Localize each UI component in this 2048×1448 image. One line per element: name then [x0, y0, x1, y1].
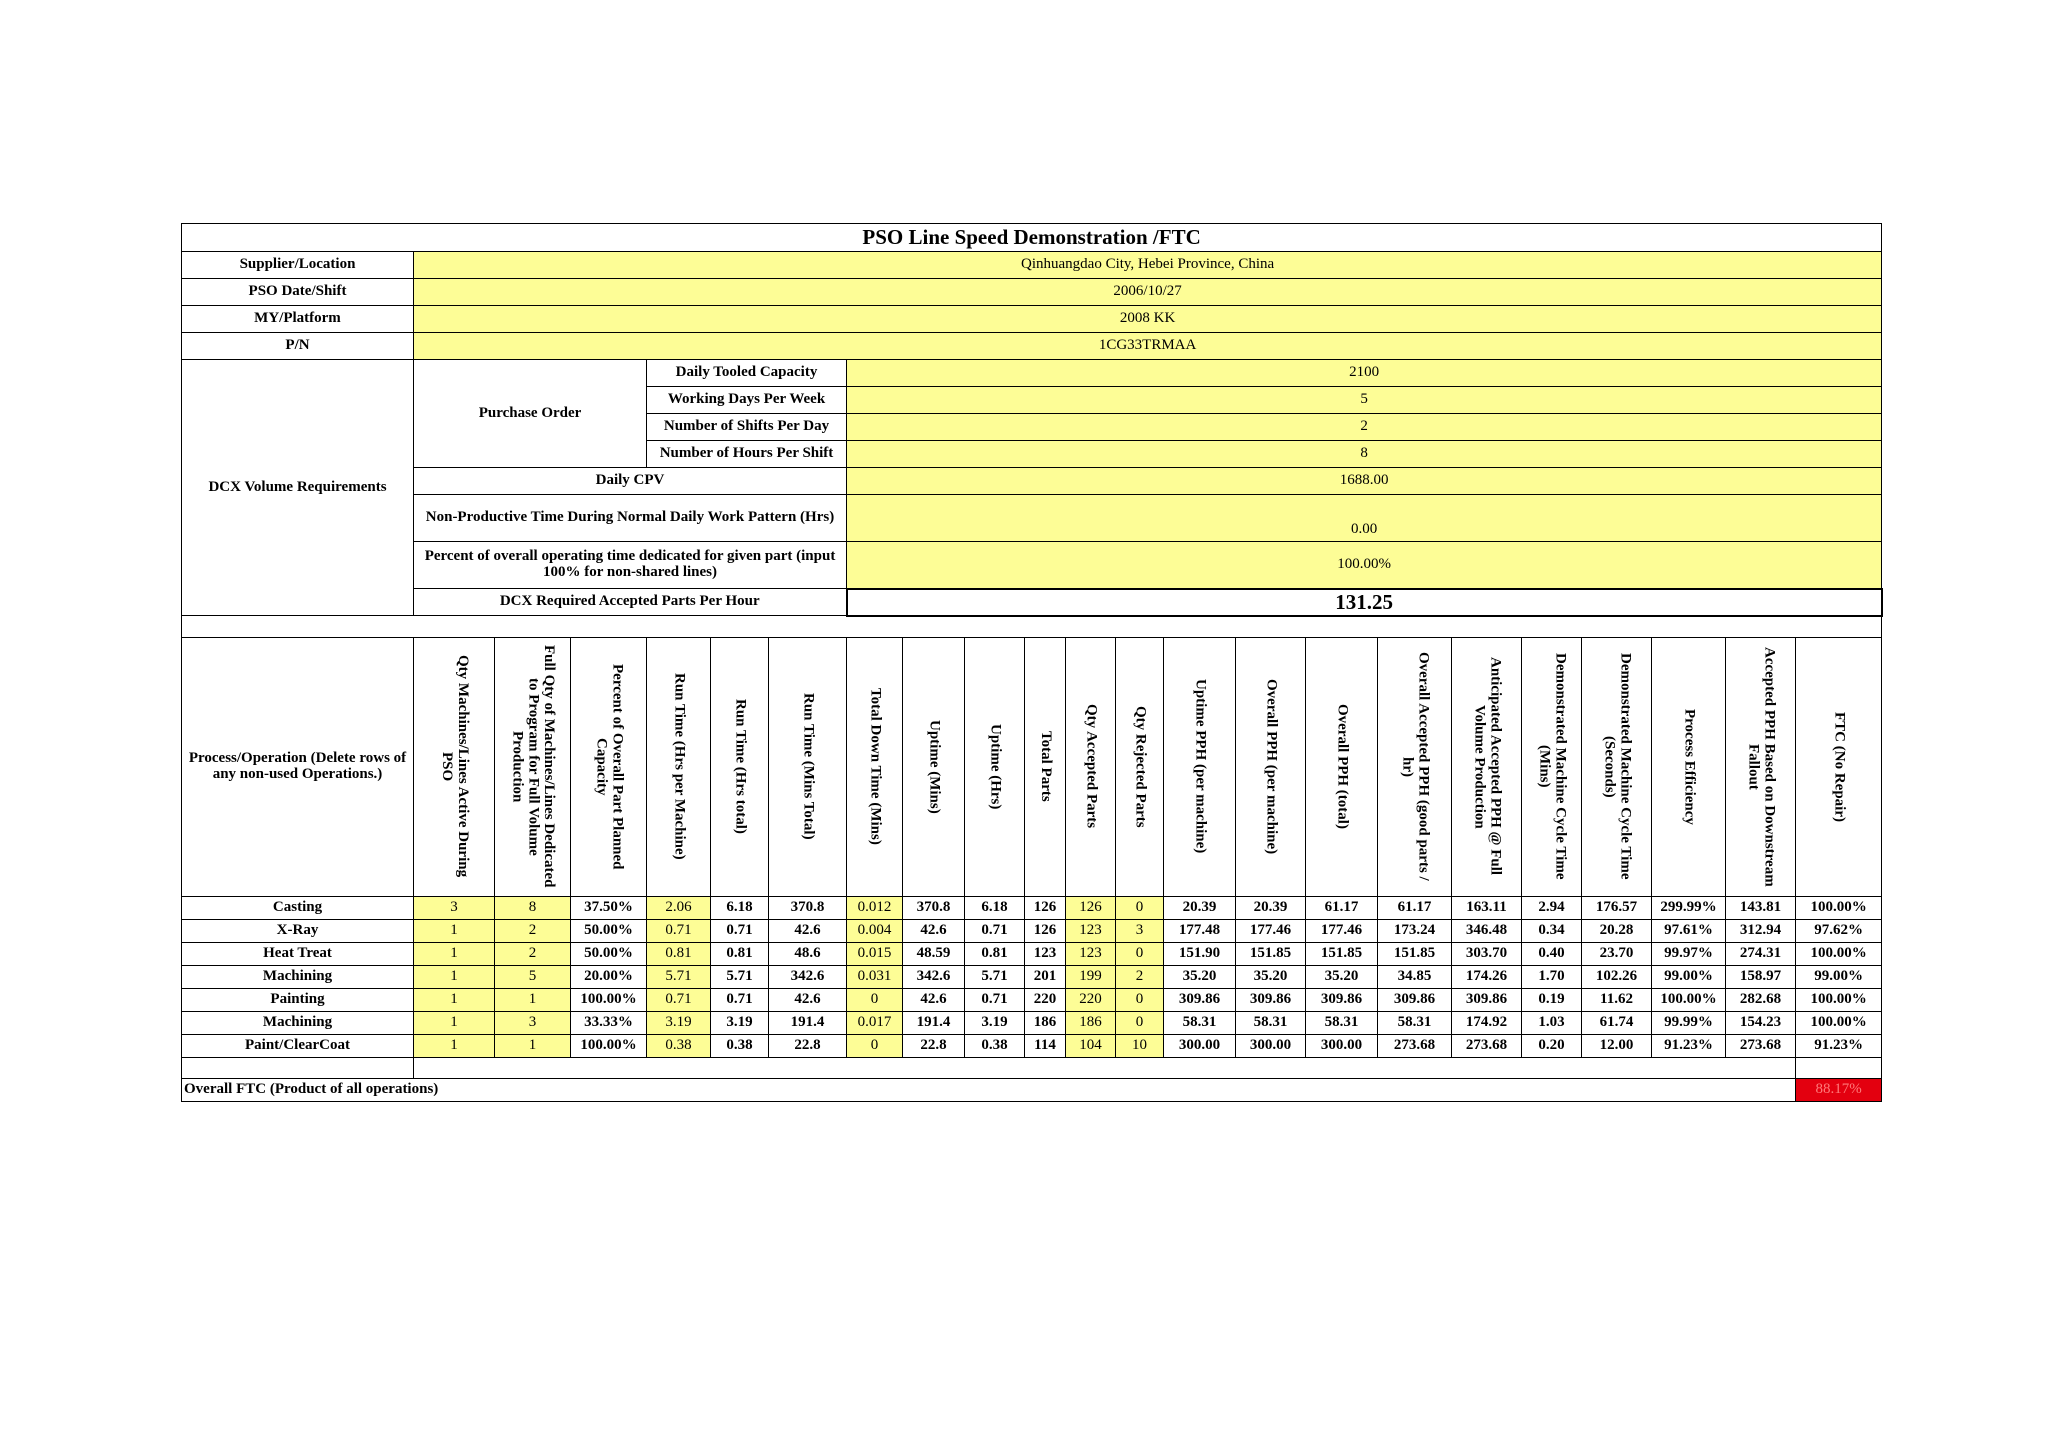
table-cell[interactable]: 3	[414, 896, 495, 919]
table-cell: 20.39	[1236, 896, 1306, 919]
table-cell: 91.23%	[1652, 1034, 1726, 1057]
column-header-label: Total Parts	[1037, 731, 1054, 802]
table-cell: 23.70	[1582, 942, 1652, 965]
table-cell: 34.85	[1378, 965, 1452, 988]
column-header-label: Percent of Overall Part Planned Capacity	[593, 663, 626, 870]
table-cell[interactable]: 0.81	[647, 942, 711, 965]
daily-tooled-capacity-label: Daily Tooled Capacity	[647, 360, 847, 387]
column-header-label: Uptime PPH (per machine)	[1192, 679, 1209, 854]
column-header	[769, 637, 847, 896]
table-cell: 370.8	[769, 896, 847, 919]
platform-value[interactable]: 2008 KK	[414, 306, 1882, 333]
table-cell: 48.59	[903, 942, 965, 965]
column-header-label: Anticipated Accepted PPH @ Full Volume Production	[1471, 657, 1504, 876]
table-cell[interactable]: 1	[414, 1011, 495, 1034]
table-cell[interactable]: 0	[847, 988, 903, 1011]
table-cell[interactable]: 0	[1116, 942, 1164, 965]
table-cell: 42.6	[769, 988, 847, 1011]
process-name: Machining	[182, 1011, 414, 1034]
non-productive-time-value[interactable]: 0.00	[847, 495, 1882, 542]
column-header	[1522, 637, 1582, 896]
table-cell: 151.90	[1164, 942, 1236, 965]
column-header-label: Run Time (Hrs per Machine)	[671, 673, 688, 860]
table-cell[interactable]: 0	[1116, 1011, 1164, 1034]
table-cell: 0.40	[1522, 942, 1582, 965]
table-cell: 42.6	[903, 988, 965, 1011]
table-cell[interactable]: 1	[414, 1034, 495, 1057]
table-cell: 58.31	[1306, 1011, 1378, 1034]
table-cell: 303.70	[1452, 942, 1522, 965]
column-header	[414, 637, 495, 896]
table-cell: 126	[1025, 919, 1066, 942]
table-cell: 35.20	[1306, 965, 1378, 988]
pso-date-label: PSO Date/Shift	[182, 279, 414, 306]
table-cell[interactable]: 3.19	[647, 1011, 711, 1034]
table-cell: 163.11	[1452, 896, 1522, 919]
column-header	[495, 637, 571, 896]
table-cell: 0.71	[711, 919, 769, 942]
column-header-label: Run Time (Hrs total)	[732, 699, 749, 834]
hours-per-shift-label: Number of Hours Per Shift	[647, 441, 847, 468]
table-cell: 201	[1025, 965, 1066, 988]
table-cell: 42.6	[769, 919, 847, 942]
column-header	[1726, 637, 1796, 896]
table-cell: 97.62%	[1796, 919, 1882, 942]
table-cell: 20.39	[1164, 896, 1236, 919]
table-cell: 177.48	[1164, 919, 1236, 942]
process-name: Heat Treat	[182, 942, 414, 965]
table-cell: 0.81	[711, 942, 769, 965]
table-cell: 0.19	[1522, 988, 1582, 1011]
sheet-title: PSO Line Speed Demonstration /FTC	[182, 224, 1882, 252]
table-cell: 11.62	[1582, 988, 1652, 1011]
process-name: Casting	[182, 896, 414, 919]
table-cell[interactable]: 2	[495, 942, 571, 965]
table-cell: 151.85	[1236, 942, 1306, 965]
column-header	[1452, 637, 1522, 896]
column-header-label: Uptime (Hrs)	[987, 723, 1004, 810]
table-cell: 100.00%	[1796, 1011, 1882, 1034]
table-row	[182, 1011, 1882, 1034]
table-cell: 191.4	[903, 1011, 965, 1034]
column-header-label: Full Qty of Machines/Lines Dedicated to Program for Full Volume Production	[509, 645, 558, 888]
purchase-order-label: Purchase Order	[414, 360, 647, 468]
table-cell[interactable]: 10	[1116, 1034, 1164, 1057]
table-cell: 5.71	[711, 965, 769, 988]
table-cell[interactable]: 5.71	[647, 965, 711, 988]
column-header-label: Total Down Time (Mins)	[867, 688, 884, 845]
table-cell: 50.00%	[571, 942, 647, 965]
table-cell: 42.6	[903, 919, 965, 942]
table-cell: 174.92	[1452, 1011, 1522, 1034]
table-cell[interactable]: 1	[414, 965, 495, 988]
table-cell[interactable]: 3	[495, 1011, 571, 1034]
table-cell[interactable]: 0.031	[847, 965, 903, 988]
process-operation-header: Process/Operation (Delete rows of any non-used Operations.)	[182, 637, 414, 896]
table-cell: 0.20	[1522, 1034, 1582, 1057]
percent-operating-time-label: Percent of overall operating time dedicated for given part (input 100% for non-shared lines)	[414, 542, 847, 589]
table-cell: 299.99%	[1652, 896, 1726, 919]
table-cell: 100.00%	[571, 988, 647, 1011]
table-cell[interactable]: 0.004	[847, 919, 903, 942]
table-cell: 61.74	[1582, 1011, 1652, 1034]
table-cell: 6.18	[965, 896, 1025, 919]
table-cell[interactable]: 5	[495, 965, 571, 988]
table-cell[interactable]: 1	[414, 942, 495, 965]
column-header-label: Accepted PPH Based on Downstream Fallout	[1745, 646, 1778, 887]
table-cell: 58.31	[1378, 1011, 1452, 1034]
table-cell: 12.00	[1582, 1034, 1652, 1057]
process-name: Paint/ClearCoat	[182, 1034, 414, 1057]
table-cell[interactable]: 104	[1066, 1034, 1116, 1057]
column-header	[847, 637, 903, 896]
table-cell[interactable]: 199	[1066, 965, 1116, 988]
table-cell[interactable]: 2.06	[647, 896, 711, 919]
column-header	[1306, 637, 1378, 896]
table-cell[interactable]: 8	[495, 896, 571, 919]
table-cell: 0.34	[1522, 919, 1582, 942]
daily-tooled-capacity-value[interactable]: 2100	[847, 360, 1882, 387]
table-cell[interactable]: 0	[1116, 988, 1164, 1011]
supplier-location-value[interactable]: Qinhuangdao City, Hebei Province, China	[414, 252, 1882, 279]
column-header	[1652, 637, 1726, 896]
part-number-label: P/N	[182, 333, 414, 360]
table-cell: 191.4	[769, 1011, 847, 1034]
table-cell: 100.00%	[1796, 896, 1882, 919]
table-cell[interactable]: 0	[1116, 896, 1164, 919]
column-header-label: Qty Rejected Parts	[1132, 705, 1149, 828]
table-cell[interactable]: 0.015	[847, 942, 903, 965]
table-cell[interactable]: 3	[1116, 919, 1164, 942]
table-cell: 220	[1025, 988, 1066, 1011]
table-cell[interactable]: 186	[1066, 1011, 1116, 1034]
table-cell[interactable]: 1	[495, 1034, 571, 1057]
table-cell: 173.24	[1378, 919, 1452, 942]
column-header-label: Demonstrated Machine Cycle Time (Mins)	[1536, 653, 1569, 880]
table-cell: 342.6	[903, 965, 965, 988]
column-header-label: Overall PPH (per machine)	[1263, 678, 1280, 855]
non-productive-time-label: Non-Productive Time During Normal Daily Work Pattern (Hrs)	[414, 495, 847, 542]
overall-ftc-value: 88.17%	[1796, 1078, 1882, 1101]
table-cell: 176.57	[1582, 896, 1652, 919]
column-header	[1378, 637, 1452, 896]
column-header	[711, 637, 769, 896]
column-header	[647, 637, 711, 896]
column-header-label: Qty Accepted Parts	[1083, 704, 1100, 829]
table-cell[interactable]: 1	[495, 988, 571, 1011]
volume-requirements-label: DCX Volume Requirements	[182, 360, 414, 616]
table-cell[interactable]: 0.017	[847, 1011, 903, 1034]
process-name: Painting	[182, 988, 414, 1011]
table-cell: 114	[1025, 1034, 1066, 1057]
process-name: Machining	[182, 965, 414, 988]
daily-cpv-value[interactable]: 1688.00	[847, 468, 1882, 495]
table-cell: 33.33%	[571, 1011, 647, 1034]
table-cell: 0.71	[711, 988, 769, 1011]
table-cell: 273.68	[1378, 1034, 1452, 1057]
table-cell: 126	[1025, 896, 1066, 919]
pso-worksheet	[181, 223, 1883, 1102]
hours-per-shift-value[interactable]: 8	[847, 441, 1882, 468]
table-cell: 20.00%	[571, 965, 647, 988]
table-cell: 99.99%	[1652, 1011, 1726, 1034]
table-cell: 151.85	[1378, 942, 1452, 965]
column-header	[965, 637, 1025, 896]
table-cell: 177.46	[1236, 919, 1306, 942]
column-header	[1066, 637, 1116, 896]
table-cell[interactable]: 0	[847, 1034, 903, 1057]
table-cell: 37.50%	[571, 896, 647, 919]
required-parts-per-hour-value: 131.25	[847, 589, 1882, 616]
table-cell: 100.00%	[571, 1034, 647, 1057]
column-header-label: Uptime (Mins)	[926, 719, 943, 814]
table-cell[interactable]: 123	[1066, 942, 1116, 965]
table-cell: 186	[1025, 1011, 1066, 1034]
table-row	[182, 896, 1882, 919]
table-cell: 20.28	[1582, 919, 1652, 942]
process-name: X-Ray	[182, 919, 414, 942]
table-cell: 151.85	[1306, 942, 1378, 965]
table-cell: 143.81	[1726, 896, 1796, 919]
table-cell[interactable]: 2	[1116, 965, 1164, 988]
table-cell: 273.68	[1452, 1034, 1522, 1057]
table-cell: 102.26	[1582, 965, 1652, 988]
table-cell: 2.94	[1522, 896, 1582, 919]
column-header	[1164, 637, 1236, 896]
table-cell: 309.86	[1378, 988, 1452, 1011]
spacer-row	[182, 616, 1882, 638]
table-cell: 0.81	[965, 942, 1025, 965]
working-days-label: Working Days Per Week	[647, 387, 847, 414]
overall-ftc-label: Overall FTC (Product of all operations)	[182, 1078, 1796, 1101]
table-cell: 35.20	[1164, 965, 1236, 988]
table-cell: 58.31	[1236, 1011, 1306, 1034]
table-cell: 99.97%	[1652, 942, 1726, 965]
column-header-label: Process Efficiency	[1681, 708, 1698, 825]
table-cell: 309.86	[1164, 988, 1236, 1011]
table-cell: 309.86	[1452, 988, 1522, 1011]
shifts-per-day-value[interactable]: 2	[847, 414, 1882, 441]
table-cell[interactable]: 1	[414, 988, 495, 1011]
column-header-label: Overall Accepted PPH (good parts / hr)	[1399, 652, 1432, 881]
table-cell: 3.19	[711, 1011, 769, 1034]
table-cell: 0.38	[965, 1034, 1025, 1057]
column-header-label: Demonstrated Machine Cycle Time (Seconds)	[1601, 653, 1634, 880]
column-header-label: FTC (No Repair)	[1831, 711, 1848, 822]
table-cell: 50.00%	[571, 919, 647, 942]
shifts-per-day-label: Number of Shifts Per Day	[647, 414, 847, 441]
table-cell: 342.6	[769, 965, 847, 988]
table-cell: 0.71	[965, 919, 1025, 942]
table-cell: 123	[1025, 942, 1066, 965]
table-cell: 3.19	[965, 1011, 1025, 1034]
table-cell: 61.17	[1306, 896, 1378, 919]
working-days-value[interactable]: 5	[847, 387, 1882, 414]
percent-operating-time-value[interactable]: 100.00%	[847, 542, 1882, 589]
column-header-label: Overall PPH (total)	[1334, 704, 1351, 829]
table-cell: 1.03	[1522, 1011, 1582, 1034]
table-cell: 100.00%	[1796, 942, 1882, 965]
table-cell: 300.00	[1236, 1034, 1306, 1057]
column-header-label: Qty Machines/Lines Active During PSO	[439, 655, 471, 878]
required-parts-per-hour-label: DCX Required Accepted Parts Per Hour	[414, 589, 847, 616]
table-cell: 273.68	[1726, 1034, 1796, 1057]
table-cell: 300.00	[1164, 1034, 1236, 1057]
table-cell: 58.31	[1164, 1011, 1236, 1034]
table-row	[182, 1034, 1882, 1057]
table-cell[interactable]: 0.71	[647, 988, 711, 1011]
table-cell[interactable]: 2	[495, 919, 571, 942]
table-row	[182, 919, 1882, 942]
column-header	[1582, 637, 1652, 896]
table-cell: 309.86	[1236, 988, 1306, 1011]
table-cell: 5.71	[965, 965, 1025, 988]
table-cell: 99.00%	[1796, 965, 1882, 988]
column-header-label: Run Time (Mins Total)	[800, 693, 817, 840]
part-number-value[interactable]: 1CG33TRMAA	[414, 333, 1882, 360]
table-cell: 91.23%	[1796, 1034, 1882, 1057]
table-cell: 174.26	[1452, 965, 1522, 988]
table-cell[interactable]: 220	[1066, 988, 1116, 1011]
table-cell: 100.00%	[1796, 988, 1882, 1011]
column-header	[1796, 637, 1882, 896]
table-row	[182, 942, 1882, 965]
table-cell: 346.48	[1452, 919, 1522, 942]
table-cell: 274.31	[1726, 942, 1796, 965]
spacer-cell	[1796, 1057, 1882, 1078]
table-cell: 154.23	[1726, 1011, 1796, 1034]
table-cell: 309.86	[1306, 988, 1378, 1011]
table-cell: 0.38	[711, 1034, 769, 1057]
table-cell: 158.97	[1726, 965, 1796, 988]
table-cell: 35.20	[1236, 965, 1306, 988]
table-cell: 100.00%	[1652, 988, 1726, 1011]
table-cell: 177.46	[1306, 919, 1378, 942]
table-cell: 99.00%	[1652, 965, 1726, 988]
table-cell: 61.17	[1378, 896, 1452, 919]
column-header	[571, 637, 647, 896]
table-cell[interactable]: 0.38	[647, 1034, 711, 1057]
table-cell: 370.8	[903, 896, 965, 919]
table-cell: 312.94	[1726, 919, 1796, 942]
table-cell: 300.00	[1306, 1034, 1378, 1057]
table-cell: 22.8	[903, 1034, 965, 1057]
table-row	[182, 988, 1882, 1011]
table-cell[interactable]: 0.012	[847, 896, 903, 919]
column-header	[1116, 637, 1164, 896]
table-cell: 282.68	[1726, 988, 1796, 1011]
table-cell: 48.6	[769, 942, 847, 965]
table-cell: 6.18	[711, 896, 769, 919]
spacer-cell	[182, 1057, 414, 1078]
supplier-location-label: Supplier/Location	[182, 252, 414, 279]
table-cell: 1.70	[1522, 965, 1582, 988]
table-cell: 0.71	[965, 988, 1025, 1011]
column-header	[1025, 637, 1066, 896]
table-cell: 22.8	[769, 1034, 847, 1057]
table-row	[182, 965, 1882, 988]
daily-cpv-label: Daily CPV	[414, 468, 847, 495]
pso-date-value[interactable]: 2006/10/27	[414, 279, 1882, 306]
table-cell[interactable]: 0.71	[647, 919, 711, 942]
column-header	[903, 637, 965, 896]
table-cell[interactable]: 1	[414, 919, 495, 942]
table-cell: 97.61%	[1652, 919, 1726, 942]
table-cell[interactable]: 126	[1066, 896, 1116, 919]
platform-label: MY/Platform	[182, 306, 414, 333]
column-header	[1236, 637, 1306, 896]
spacer-cell	[414, 1057, 1796, 1078]
table-cell[interactable]: 123	[1066, 919, 1116, 942]
